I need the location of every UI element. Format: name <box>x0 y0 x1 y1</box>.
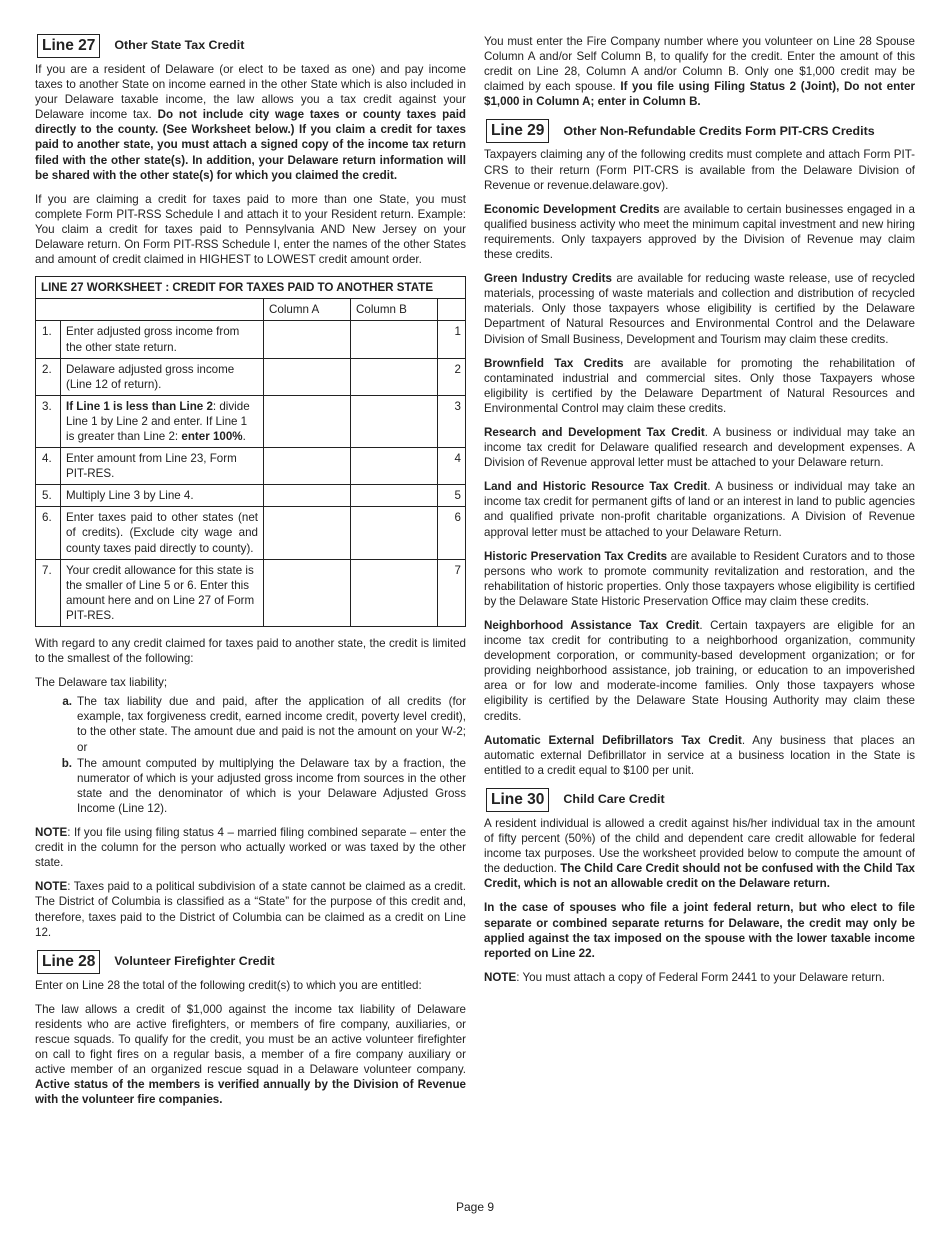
list-item <box>35 756 466 816</box>
row-1-column-a-field[interactable] <box>264 321 351 358</box>
credit-paragraph: Historic Preservation Tax Credits are available to Resident Curators and to those persons who work to promote community revitalization and restoration, and the rehabilitation of historic properties. Only those taxpayers whose eligibility is certified by the Delaware State Historic Preservation Office may claim these credits. <box>484 549 916 608</box>
line30-box: Line 30 <box>486 788 549 812</box>
row-7-column-b-field[interactable] <box>351 559 438 626</box>
worksheet-row <box>36 448 466 485</box>
line28-heading <box>35 950 466 974</box>
row-4-column-b-field[interactable] <box>351 448 438 485</box>
row-3-column-b-field[interactable] <box>351 395 438 447</box>
line28-paragraph-2: The law allows a credit of $1,000 against the income tax liability of Delaware residents who are active firefighters, or members of fire company, auxiliaries, or rescue squads. To qualify for the credit, you must be an active volunteer firefighter on call to fight fires on a regular basis, a member of a fire company auxiliary or active member of an organized rescue squad in a Delaware volunteer company. Active status of the members is verified annually by the Division of Revenue with the volunteer fire companies. <box>35 1002 466 1107</box>
row-number: 1. <box>36 321 61 358</box>
worksheet-column-b-header: Column B <box>351 299 438 321</box>
line30-paragraph-1: A resident individual is allowed a credit against his/her individual tax in the amount of fifty percent (50%) of the child and dependent care credit allowable for federal income tax purposes. Use the worksheet provided below to compute the amount of the deduction. The Child Care Credit should not be confused with the Child Tax Credit, which is not an allowable credit on the Delaware return. <box>484 816 915 891</box>
worksheet-row <box>36 358 466 395</box>
line27-paragraph-3: With regard to any credit claimed for taxes paid to another state, the credit is limited to the smallest of the following: <box>35 637 466 666</box>
row-ref: 3 <box>438 395 466 447</box>
row-number: 5. <box>36 485 61 507</box>
line29-title: Other Non-Refundable Credits Form PIT-CRS Credits <box>563 123 875 138</box>
row-1-column-b-field[interactable] <box>351 321 438 358</box>
row-number: 6. <box>36 507 61 559</box>
row-6-column-a-field[interactable] <box>264 507 351 559</box>
worksheet-row <box>36 395 466 447</box>
list-item-label: b. <box>61 756 72 770</box>
line28-paragraph-3: You must enter the Fire Company number where you volunteer on Line 28 Spouse Column A and/or Self Column B, to qualify for the credit. Enter the amount of this credit on Line 28, Column A and/or Column B. Only one $1,000 credit may be claimed by each spouse. If you file using Filing Status 2 (Joint), Do not enter $1,000 in Column A; enter in Column B. <box>484 35 916 109</box>
row-ref: 5 <box>438 485 466 507</box>
left-column <box>35 34 466 1107</box>
worksheet-title: LINE 27 WORKSHEET : CREDIT FOR TAXES PAID TO ANOTHER STATE <box>36 277 466 299</box>
worksheet-column-a-header: Column A <box>264 299 351 321</box>
worksheet-row <box>36 485 466 507</box>
row-ref: 2 <box>438 358 466 395</box>
line29-box: Line 29 <box>486 119 549 143</box>
row-text: Enter amount from Line 23, Form PIT-RES. <box>61 448 264 485</box>
line28-box: Line 28 <box>37 950 100 974</box>
line27-note-2: NOTE: Taxes paid to a political subdivision of a state cannot be claimed as a credit. The District of Columbia is classified as a “State” for the purpose of this credit and, therefore, taxes paid to the District of Columbia can be claimed as a credit on Line 12. <box>35 880 466 939</box>
line27-title: Other State Tax Credit <box>114 38 245 53</box>
row-3-column-a-field[interactable] <box>264 395 351 447</box>
line30-paragraph-2: In the case of spouses who file a joint federal return, but who elect to file separate or combined separate returns for Delaware, the credit may only be applied against the tax imposed on the spouse with the lower taxable income reported on Line 22. <box>484 901 915 960</box>
line27-paragraph-4: The Delaware tax liability; <box>35 676 168 690</box>
list-item-text: The amount computed by multiplying the Delaware tax by a fraction, the numerator of which is your adjusted gross income from sources in the other state and the denominator of which is your Delaware Adjusted Gross Income (Line 12). <box>77 756 466 815</box>
worksheet-header-ref <box>438 299 466 321</box>
row-5-column-a-field[interactable] <box>264 485 351 507</box>
row-4-column-a-field[interactable] <box>264 448 351 485</box>
row-ref: 7 <box>438 559 466 626</box>
row-text: Your credit allowance for this state is the smaller of Line 5 or 6. Enter this amount here and on Line 27 of Form PIT-RES. <box>61 559 264 626</box>
credit-paragraph: Green Industry Credits are available for reducing waste release, use of recycled materials, processing of waste materials and collection and distribution of recycled materials. Only those taxpayers whose eligibility is certified by the Delaware Department of Natural Resources and Environmental Control and the Delaware Division of Small Business, Development and Tourism may claim these credits. <box>484 272 915 346</box>
row-6-column-b-field[interactable] <box>351 507 438 559</box>
worksheet-row <box>36 559 466 626</box>
row-text: If Line 1 is less than Line 2: divide Line 1 by Line 2 and enter. If Line 1 is greater than Line 2: enter 100%. <box>61 395 264 447</box>
line27-heading <box>35 34 466 58</box>
credit-paragraph: Research and Development Tax Credit. A business or individual may take an income tax credit for Delaware qualified research and development expenses. A Division of Revenue approval letter must be attached to your Delaware return. <box>484 425 915 470</box>
worksheet-row <box>36 507 466 559</box>
line30-heading <box>484 788 915 812</box>
row-number: 3. <box>36 395 61 447</box>
row-ref: 4 <box>438 448 466 485</box>
row-2-column-b-field[interactable] <box>351 358 438 395</box>
worksheet-row <box>36 321 466 358</box>
credit-paragraph: Neighborhood Assistance Tax Credit. Certain taxpayers are eligible for an income tax credit for contributing to a neighborhood organization, community development corporation, or community-based development organization; or for providing neighborhood assistance, job training, or education to an impoverished area or for low and moderate-income families. Only those taxpayers whose eligibility is certified by the Delaware State Housing Authority may claim these credits. <box>484 619 916 723</box>
worksheet-header-blank <box>36 299 264 321</box>
line27-paragraph-2: If you are claiming a credit for taxes paid to more than one State, you must complete Form PIT-RSS Schedule I and attach it to your Resident return. Example: You claim a credit for taxes paid to Pennsylvania AND New Jersey on your Delaware return. On Form PIT-RSS Schedule I, enter the names of the other States and amount of credit claimed in HIGHEST to LOWEST credit amount order. <box>35 192 466 267</box>
row-number: 2. <box>36 358 61 395</box>
row-ref: 1 <box>438 321 466 358</box>
line28-paragraph-1: Enter on Line 28 the total of the following credit(s) to which you are entitled: <box>35 978 422 992</box>
row-text: Delaware adjusted gross income (Line 12 of return). <box>61 358 264 395</box>
line29-paragraph-1: Taxpayers claiming any of the following credits must complete and attach Form PIT-CRS to their return (Form PIT-CRS is available from the Delaware Division of Revenue or revenue.delaware.gov). <box>484 148 915 192</box>
line30-title: Child Care Credit <box>563 792 665 807</box>
row-text: Enter taxes paid to other states (net of credits). (Exclude city wage and county taxes paid directly to county). <box>61 507 264 559</box>
line30-note: NOTE: You must attach a copy of Federal Form 2441 to your Delaware return. <box>484 970 885 984</box>
row-2-column-a-field[interactable] <box>264 358 351 395</box>
list-item-text: The tax liability due and paid, after the application of all credits (for example, tax forgiveness credit, earned income credit, poverty level credit), to the other state. The amount due and paid is not the amount on your W-2; or <box>77 695 466 754</box>
row-text: Enter adjusted gross income from the other state return. <box>61 321 264 358</box>
credit-paragraph: Brownfield Tax Credits are available for promoting the rehabilitation of contaminated industrial and commercial sites. Only those Taxpayers whose eligibility is certified by the Delaware Department of Natural Resources and Environmental Control may claim these credits. <box>484 356 915 415</box>
row-5-column-b-field[interactable] <box>351 485 438 507</box>
row-7-column-a-field[interactable] <box>264 559 351 626</box>
line27-note-1: NOTE: If you file using filing status 4 – married filing combined separate – enter the credit in the column for the person who actually worked or was taxed by the other state. <box>35 826 466 870</box>
limit-list <box>35 694 466 816</box>
list-item-label: a. <box>62 695 72 709</box>
line27-box: Line 27 <box>37 34 100 58</box>
page-number: Page 9 <box>455 1200 495 1214</box>
line27-paragraph-1: If you are a resident of Delaware (or elect to be taxed as one) and pay income taxes to another State on income earned in the other State which is also included in your Delaware taxable income, the law allows you a tax credit against your Delaware income tax. Do not include city wage taxes or county taxes paid directly to the county. (See Worksheet below.) If you claim a credit for taxes paid to another state, you must attach a signed copy of the income tax return filed with the other state(s). In addition, your Delaware return information will be shared with the other state(s) for which you claimed the credit. <box>35 63 467 182</box>
credit-paragraph: Economic Development Credits are available to certain businesses engaged in a qualified business activity who meet the minimum capital investment and new hiring requirements. Only taxpayers approved by the Division of Revenue may claim these credits. <box>484 202 916 262</box>
credit-paragraph: Land and Historic Resource Tax Credit. A business or individual may take an income tax credit for permanent gifts of land or an interest in land to public agencies and qualified private non-profit charitable organizations. A Division of Revenue approval letter must be attached to your Delaware Return. <box>484 480 916 539</box>
row-number: 7. <box>36 559 61 626</box>
line27-worksheet <box>35 276 466 627</box>
credit-paragraph: Automatic External Defibrillators Tax Credit. Any business that places an automatic external Defibrillator in service at a business location in the State is entitled to a credit equal to $100 per unit. <box>484 733 915 777</box>
row-number: 4. <box>36 448 61 485</box>
list-item <box>35 694 466 754</box>
line29-heading <box>484 119 915 143</box>
line28-title: Volunteer Firefighter Credit <box>114 954 275 969</box>
row-text: Multiply Line 3 by Line 4. <box>61 485 264 507</box>
right-column <box>484 34 915 994</box>
row-ref: 6 <box>438 507 466 559</box>
